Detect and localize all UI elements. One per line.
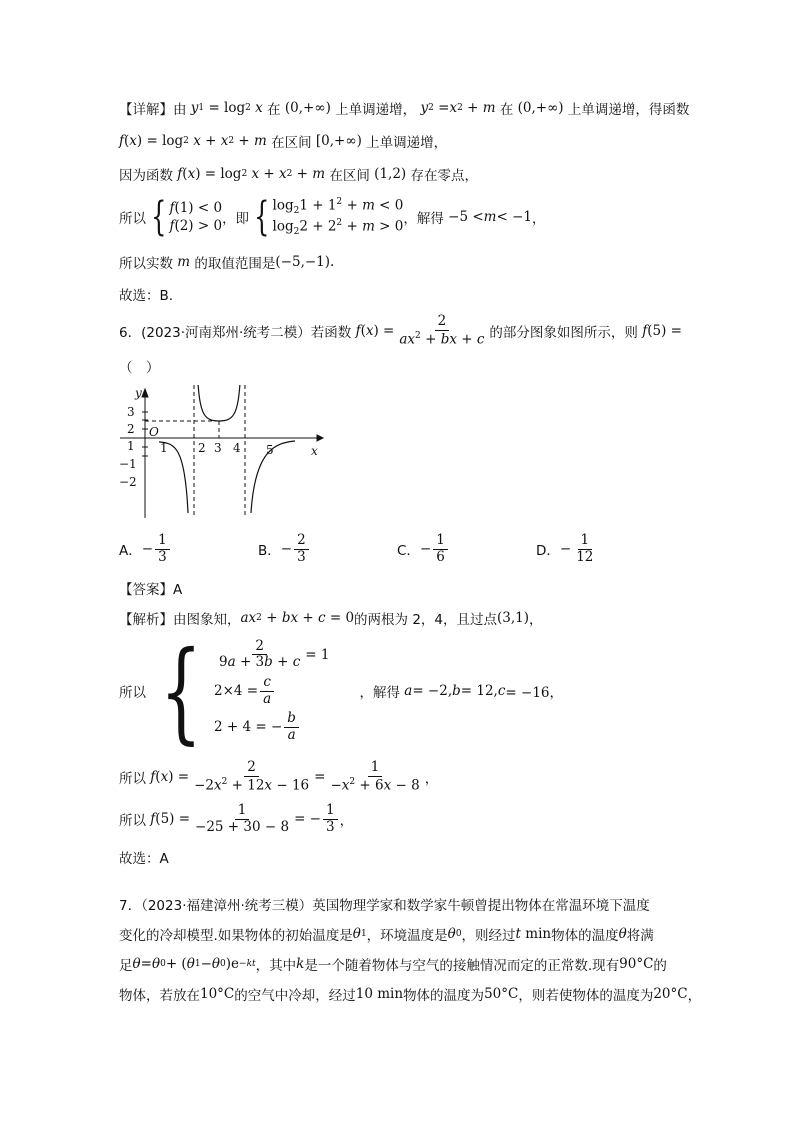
y-tick-label: −1 [119, 457, 137, 471]
x-tick-label: 4 [233, 441, 241, 455]
q6-f5-line: 所以 f (5) = $\frac{1}{-25 + 30 - 8}$ = − $\frac{1}{3}$ ， [119, 802, 354, 835]
q6-conclusion: 故选：A [119, 851, 169, 867]
detail-text: 在 [499, 102, 514, 118]
y-tick-label: 1 [127, 439, 135, 453]
q6-stem-text: 6．(2023·河南郑州·统考二模）若函数 [119, 324, 352, 341]
detail-text: 所以 [119, 211, 146, 228]
q6-stem: 6．(2023·河南郑州·统考二模）若函数 f ( x ) = $\frac{2}{ax^2 + bx + c}$ 的部分图象如图所示，则 f (5) = [119, 313, 682, 348]
y-label: y [135, 386, 142, 400]
origin-label: O [149, 425, 159, 439]
q6-system: 所以 { $\frac{2}{9a + 3b + c}$ = 1 2×4 = $\frac{c}{a}$ 2 + 4 = − $\frac{b}{a}$ ，解得 a = −2, b = 12, c = −16， [119, 627, 564, 755]
option-a[interactable]: A． − $\frac{1}{3}$ [119, 533, 172, 565]
q6-answer: 【答案】A [119, 582, 183, 598]
detail-text: 上单调递增， [366, 135, 448, 151]
detail-text: 在 [267, 102, 281, 118]
x-tick-label: 2 [198, 441, 206, 455]
q6-paren: （ ） [119, 360, 160, 376]
detail-text: 所以实数 [119, 256, 173, 272]
detail-text: 上单调递增， [335, 102, 417, 118]
option-c[interactable]: C． − $\frac{1}{6}$ [397, 533, 450, 565]
detail-text: 因为函数 [119, 168, 173, 184]
detail-text: ， [531, 211, 546, 228]
q6-analysis-line-1: 【解析】由图象知， ax 2 + bx + c = 0 的两根为 2，4，且过点 (3,1) ， [119, 610, 543, 628]
detail-line-4: 所以 { f(1) < 0 f(2) > 0 ，即 { $\log_21 + 1^2 + m < 0$ $\log_22 + 2^2 + m > 0$ ，解得 −5 < m < −1 ， [119, 194, 546, 241]
detail-conclusion: 故选：B. [119, 288, 174, 304]
detail-text: 的取值范围是 [194, 256, 276, 272]
q7-line-1: 7．（2023·福建漳州·统考三模）英国物理学家和数学家牛顿曾提出物体在常温环境下温度 [119, 898, 650, 914]
q6-fx-line: 所以 f ( x ) = $\frac{2}{-2x^2 + 12x - 16}$ = $\frac{1}{-x^2 + 6x - 8}$ ， [119, 759, 439, 794]
y-tick-label: −2 [119, 475, 137, 489]
option-d[interactable]: D． − $\frac{1}{12}$ [536, 532, 594, 565]
detail-text: 在区间 [329, 168, 370, 184]
option-b[interactable]: B． − $\frac{2}{3}$ [258, 533, 311, 565]
q7-line-3: 足 θ = θ 0 + ( θ 1 − θ 0 )e −kt ，其中 k 是一个随着物体与空气的接触情况而定的正常数.现有 90°C 的 [119, 956, 667, 974]
detail-text: 在区间 [271, 135, 312, 151]
detail-text: 【详解】由 [119, 102, 187, 118]
detail-line-3: 因为函数 f ( x ) = log 2 x + x 2 + m 在区间 (1,2) 存在零点， [119, 166, 478, 184]
x-label: x [311, 444, 318, 458]
detail-line-2: f ( x ) = log 2 x + x 2 + m 在区间 [0,+∞) 上单调递增， [119, 133, 448, 151]
x-tick-label: 1 [160, 441, 168, 455]
detail-line-1: 【详解】由 y 1 = log 2 x 在 (0,+∞) 上单调递增， y 2 = x 2 + m 在 (0,+∞) 上单调递增，得函数 [119, 100, 690, 118]
q7-line-4: 物体，若放在 10°C 的空气中冷却，经过 10 min 物体的温度为 50°C ，则若使物体的温度为 20°C ， [119, 986, 702, 1004]
detail-line-5: 所以实数 m 的取值范围是 (−5,−1). [119, 254, 335, 272]
detail-text: 上单调递增，得函数 [567, 102, 690, 118]
q6-function-graph [115, 385, 325, 520]
x-tick-label: 3 [214, 441, 222, 455]
y-tick-label: 2 [127, 422, 135, 436]
detail-text: 存在零点， [410, 168, 478, 184]
q7-line-2: 变化的冷却模型.如果物体的初始温度是 θ 1 ，环境温度是 θ 0 ，则经过 t min 物体的温度 θ 将满 [119, 926, 654, 944]
x-tick-label: 5 [266, 443, 274, 457]
detail-text: ，即 [222, 211, 250, 228]
detail-text: ，解得 [403, 211, 444, 228]
y-tick-label: 3 [127, 405, 135, 419]
detail-line-6 [119, 284, 173, 304]
q6-stem-text: 的部分图象如图所示，则 [489, 324, 638, 341]
